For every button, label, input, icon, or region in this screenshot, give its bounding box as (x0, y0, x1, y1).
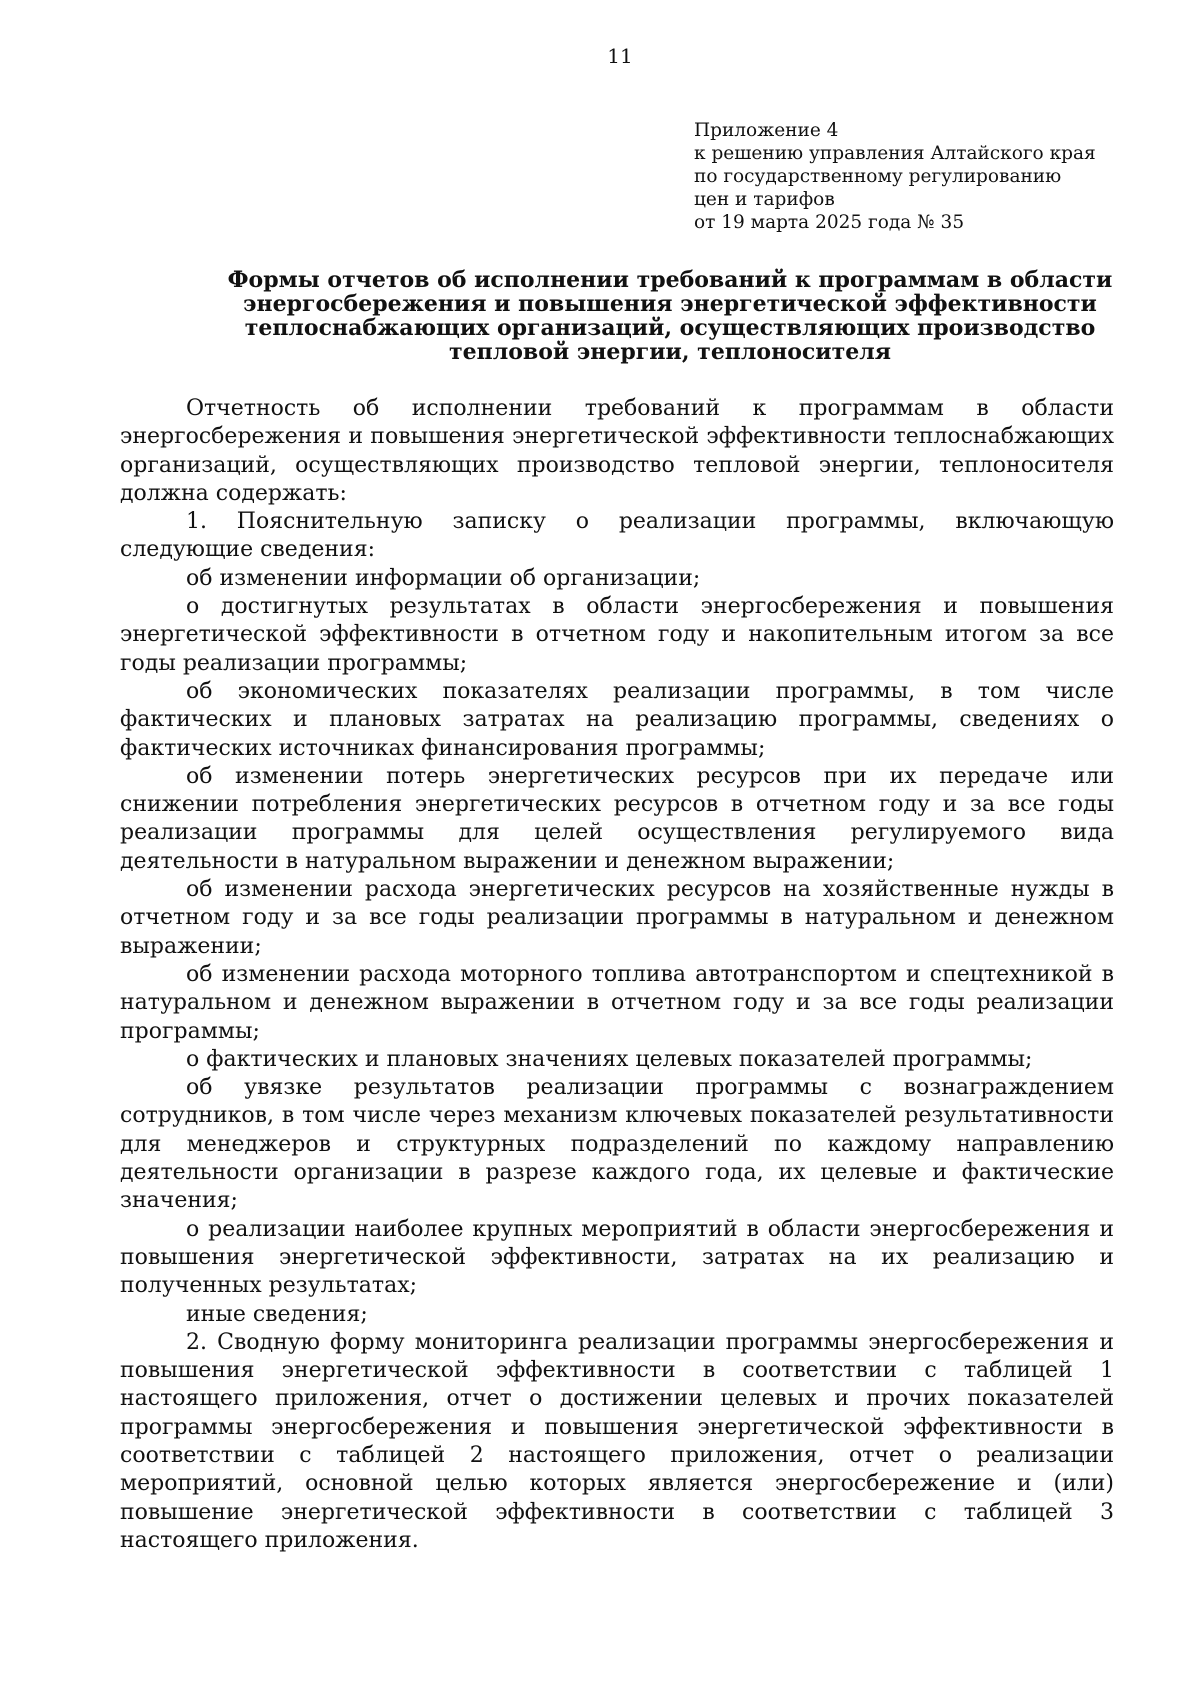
title-line: энергосбережения и повышения энергетической эффективности (243, 291, 1097, 317)
document-title (140, 268, 1200, 364)
paragraph-item-2: 2. Сводную форму мониторинга реализации программы энергосбережения и повышения энергетической эффективности в соответствии с таблицей 1 настоящего приложения, отчет о достижении целевых и прочих показателей программы энергосбережения и повышения энергетической эффективности в соответствии с таблицей 2 настоящего приложения, отчет о реализации мероприятий, основной целью которых является энергосбережение и (или) повышение энергетической эффективности в соответствии с таблицей 3 настоящего приложения. (120, 1329, 1114, 1553)
appendix-line: Приложение 4 (694, 120, 839, 141)
paragraph-losses: об изменении потерь энергетических ресурсов при их передаче или снижении потребления энергетических ресурсов в отчетном году и за все годы реализации программы для целей осуществления регулируемого вида деятельности в натуральном выражении и денежном выражении; (120, 763, 1114, 874)
paragraph-measures: о реализации наиболее крупных мероприятий в области энергосбережения и повышения энергетической эффективности, затратах на их реализацию и полученных результатах; (120, 1216, 1114, 1299)
paragraph-item-1: 1. Пояснительную записку о реализации программы, включающую следующие сведения: (120, 509, 1114, 563)
page-number: 11 (607, 44, 633, 68)
appendix-line: от 19 марта 2025 года № 35 (694, 212, 965, 233)
appendix-line: по государственному регулированию (694, 166, 1062, 187)
title-line: Формы отчетов об исполнении требований к программам в области (227, 267, 1113, 293)
paragraph-fuel: об изменении расхода моторного топлива автотранспортом и спецтехникой в натуральном и денежном выражении в отчетном году и за все годы реализации программы; (120, 961, 1114, 1044)
paragraph-org-info: об изменении информации об организации; (186, 565, 701, 591)
document-body (120, 395, 1114, 1555)
paragraph-household: об изменении расхода энергетических ресурсов на хозяйственные нужды в отчетном году и за все годы реализации программы в натуральном и денежном выражении; (120, 877, 1114, 959)
appendix-line: к решению управления Алтайского края (694, 143, 1096, 164)
title-line: теплоснабжающих организаций, осуществляющих производство (244, 315, 1096, 341)
appendix-line: цен и тарифов (694, 189, 835, 210)
paragraph-targets: о фактических и плановых значениях целевых показателей программы; (186, 1046, 1033, 1072)
paragraph-economics: об экономических показателях реализации программы, в том числе фактических и плановых затратах на реализацию программы, сведениях о фактических источниках финансирования программы; (120, 678, 1114, 761)
paragraph-rewards: об увязке результатов реализации программы с вознаграждением сотрудников, в том числе через механизм ключевых показателей результативности для менеджеров и структурных подразделений по каждому направлению деятельности организации в разрезе каждого года, их целевые и фактические значения; (120, 1075, 1114, 1214)
appendix-header (694, 119, 1096, 234)
paragraph-results: о достигнутых результатах в области энергосбережения и повышения энергетической эффективности в отчетном году и накопительным итогом за все годы реализации программы; (120, 594, 1114, 676)
paragraph-other: иные сведения; (186, 1301, 368, 1327)
title-line: тепловой энергии, теплоносителя (449, 339, 891, 365)
paragraph-intro: Отчетность об исполнении требований к программам в области энергосбережения и повышения энергетической эффективности теплоснабжающих организаций, осуществляющих производство тепловой энергии, теплоносителя должна содержать: (120, 396, 1114, 506)
